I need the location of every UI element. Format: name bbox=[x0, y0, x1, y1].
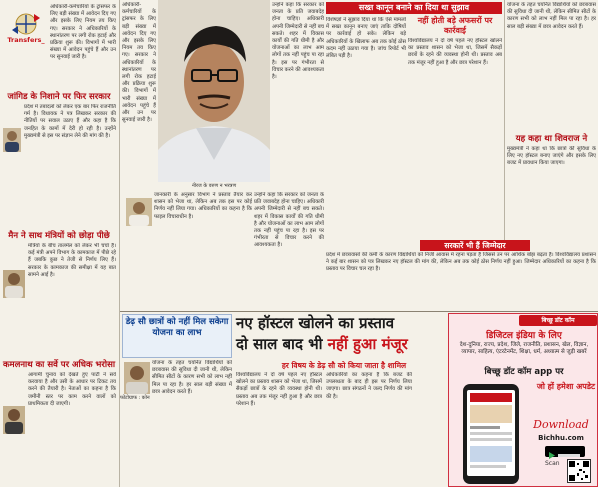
shivraj-head: यह कहा था शिवराज ने bbox=[515, 134, 588, 144]
ad-cta bbox=[451, 366, 597, 377]
columnist-photo-caption: नीरज के वरुण न भरत्रण bbox=[191, 183, 237, 189]
officers-subhead: नहीं होती बड़े अफसरों पर कार्रवाई bbox=[417, 16, 493, 35]
google-play-badge[interactable] bbox=[545, 446, 585, 457]
headline-part-dark: दो साल बाद भी bbox=[236, 335, 323, 353]
govt-strip-body: प्रदेश में छात्रावासों की कमी के कारण विद्यार्थियों को निजी आवास में रहना पड़ता है जिससे उन पर आर्थिक बोझ बढ़ता है। विश्वविद्यालय प्रशासन ने कई बार शासन को पत्र लिखकर नए हॉस्टल की मांग की, लेकिन अब तक कोई ठोस निर्णय नहीं हुआ। जिम्मेदार अधिकारियों का कहना है कि प्रस्ताव पर विचार चल रहा है। bbox=[326, 252, 596, 273]
main-body-3: अधिकारियों का कहना है कि बजट की उपलब्धता के बाद ही इस पर निर्णय लिया जाएगा। छात्र संगठनों ने जल्द निर्णय की मांग की है। bbox=[326, 372, 412, 400]
ad-url: Bichhu.com bbox=[538, 434, 584, 442]
top-right-body-3: योजना के तहत चयनित विद्यार्थियों को छात्रावास की सुविधा दी जानी थी, लेकिन सीमित सीटों के कारण सभी को लाभ नहीं मिल पा रहा है। हर साल बड़ी संख्या में छात्र आवेदन करते हैं। bbox=[507, 2, 596, 30]
strict-law-strip: सख्त कानून बनाने का दिया था सुझाव bbox=[326, 2, 502, 14]
ad-cta-text: बिच्छू डॉट कॉम app पर bbox=[484, 367, 564, 377]
shivraj-body: मुख्यमंत्री ने कहा था कि छात्रों की सुविधा के लिए नए हॉस्टल बनाए जाएंगे और इसके लिए बजट में प्रावधान किया जाएगा। bbox=[507, 146, 596, 167]
feature-body-below: जानकारी के अनुसार विभाग ने प्रस्ताव तैयार कर शासन को भेजा था, लेकिन अब तक इस पर कोई निर्णय नहीं लिया गया। अधिकारियों का कहना है कि फाइल विचाराधीन है। bbox=[154, 192, 252, 220]
feature-body-right: उन्होंने कहा कि सरकार को जनता के प्रति जवाबदेह होना चाहिए। अधिकारी अपनी जिम्मेदारी से नहीं बच सकते। शहर में विकास कार्यों की गति धीमी है और योजनाओं का लाभ आम लोगों तक नहीं पहुंच पा रहा है। इस पर गंभीरता से विचार करने की आवश्यकता है। bbox=[272, 2, 324, 81]
scholarship-box bbox=[122, 314, 232, 358]
left-heading-1: जांगिड के निशाने पर फिर सरकार bbox=[7, 92, 111, 102]
phone-screen bbox=[467, 390, 515, 476]
ad-cta-2: जो हों हमेशा अपडेट bbox=[536, 382, 596, 391]
main-subhead: हर विषय के डेढ़ सौ को किया जाता है शामिल bbox=[281, 361, 407, 370]
left-body-4: आगामी चुनाव को देखते हुए पार्टी ने सर्वे करवाया है और उसी के आधार पर टिकट तय करने की तैयारी है। नेताओं का कहना है कि जमीनी स्तर पर काम करने वालों को प्राथमिकता दी जाएगी। bbox=[28, 372, 116, 407]
ad-download: Download bbox=[533, 418, 589, 431]
main-body-2: विश्वविद्यालय ने दो वर्ष पहले नए हॉस्टल खोलने का प्रस्ताव शासन को भेजा था, जिसमें सैकड़ों छात्रों के रहने की व्यवस्था होनी थी। प्रस्ताव अब तक मंजूर नहीं हुआ है और छात्र परेशान हैं। bbox=[236, 372, 322, 407]
ad-scan: Scan bbox=[545, 460, 560, 467]
ad-logo-tag bbox=[519, 315, 597, 326]
govt-responsible-strip: सरकारें भी हैं जिम्मेदार bbox=[420, 240, 530, 251]
column-divider bbox=[119, 0, 120, 487]
ad-line-1: डिजिटल इंडिया के लिए bbox=[486, 331, 562, 341]
left-column bbox=[0, 0, 118, 487]
left-body-3: मंत्रियों के बीच तालमेल को लेकर भी चर्चा है। कई मंत्री अपने विभाग के कामकाज में पीछे रहे हैं जबकि कुछ ने तेजी से निर्णय लिए हैं। सरकार के कामकाज की समीक्षा में यह बात सामने आई है। bbox=[28, 243, 116, 278]
main-story-photo bbox=[124, 362, 150, 394]
transfers-logo bbox=[4, 10, 48, 48]
inset-portrait bbox=[126, 198, 152, 226]
headline-part-red: नहीं हुआ मंजूर bbox=[327, 335, 408, 353]
ad-line-2: देश-दुनिया, राज्य, प्रदेश, जिले, राजनीति, प्रशासन, खेल, विज्ञान, व्यापार, साहित्य, एंटरटेनमेंट, शिक्षा, धर्म, अध्यात्म से जुड़ी खबरें bbox=[459, 342, 589, 355]
left-body-2: प्रदेश में तबादलों को लेकर एक बार फिर राजनीति गर्म है। विधायक ने पत्र लिखकर सरकार की नीतियों पर सवाल उठाए हैं और कहा है कि जनहित के कामों में देरी हो रही है। उन्होंने मुख्यमंत्री से इस पर संज्ञान लेने की मांग की है। bbox=[24, 104, 116, 139]
column-divider bbox=[504, 0, 505, 240]
left-heading-3: कमलनाथ का सर्वे पर अधिक भरोसा bbox=[2, 360, 116, 370]
top-right-body-2: विश्वविद्यालय ने दो वर्ष पहले नए हॉस्टल खोलने का प्रस्ताव शासन को भेजा था, जिसमें सैकड़ों छात्रों के रहने की व्यवस्था होनी थी। प्रस्ताव अब तक मंजूर नहीं हुआ है और छात्र परेशान हैं। bbox=[408, 38, 502, 66]
ad-brand: बिच्छू डॉट कॉम bbox=[541, 317, 575, 324]
scholarship-box-title: डेढ़ सौ छात्रों को नहीं मिल सकेगा योजना का लाभ bbox=[125, 317, 229, 338]
main-story-rule bbox=[120, 311, 598, 312]
logo-text: Transfers_ bbox=[7, 36, 45, 44]
bichhu-ad[interactable] bbox=[448, 313, 598, 487]
phone-mockup bbox=[463, 384, 519, 484]
main-story-photo-caption: फोटोग्राफ : कोन bbox=[120, 395, 150, 401]
columnist-photo bbox=[158, 0, 270, 182]
main-headline-line-1: नए हॉस्टल खोलने का प्रस्ताव bbox=[236, 314, 395, 332]
top-right-body-1: विशेषज्ञों ने सुझाव दिया था कि ऐसे मामलों में सख्त कानून बनाए जाएं ताकि दोषियों पर कार्रवाई हो सके। लेकिन बड़े अधिकारियों के खिलाफ अब तक कोई ठोस कदम नहीं उठाया गया है। जांच रिपोर्ट भी लंबित पड़ी है। bbox=[326, 17, 406, 60]
feature-body-below-2: उन्होंने कहा कि सरकार को जनता के प्रति जवाबदेह होना चाहिए। अधिकारी अपनी जिम्मेदारी से नहीं बच सकते। शहर में विकास कार्यों की गति धीमी है और योजनाओं का लाभ आम लोगों तक नहीं पहुंच पा रहा है। इस पर गंभीरता से विचार करने की आवश्यकता है। bbox=[254, 192, 324, 249]
left-heading-2: मैन ने साथ मंत्रियों को छोड़ा पीछे bbox=[8, 231, 110, 241]
main-body-1: योजना के तहत चयनित विद्यार्थियों को छात्रावास की सुविधा दी जानी थी, लेकिन सीमित सीटों के कारण सभी को लाभ नहीं मिल पा रहा है। हर साल बड़ी संख्या में छात्र आवेदन करते हैं। bbox=[152, 360, 232, 395]
left-body-1: अधिकारी-कर्मचारियों के ट्रांसफर के लिए बड़ी संख्या में आवेदन दिए गए और इसके लिए नियम तय किए गए। सरकार ने अधिकारियों के स्थानांतरण पर लगी रोक हटाई और प्रक्रिया शुरू की। विभागों में भारी संख्या में आवेदन पहुंचे हैं और उन पर सुनवाई जारी है। bbox=[50, 4, 116, 61]
feature-body-left: अधिकारी-कर्मचारियों के ट्रांसफर के लिए बड़ी संख्या में आवेदन दिए गए और इसके लिए नियम तय किए गए। सरकार ने अधिकारियों के स्थानांतरण पर लगी रोक हटाई और प्रक्रिया शुरू की। विभागों में भारी संख्या में आवेदन पहुंचे हैं और उन पर सुनवाई जारी है। bbox=[122, 2, 156, 124]
main-headline-line-2 bbox=[236, 334, 452, 356]
qr-code-icon bbox=[567, 459, 591, 483]
